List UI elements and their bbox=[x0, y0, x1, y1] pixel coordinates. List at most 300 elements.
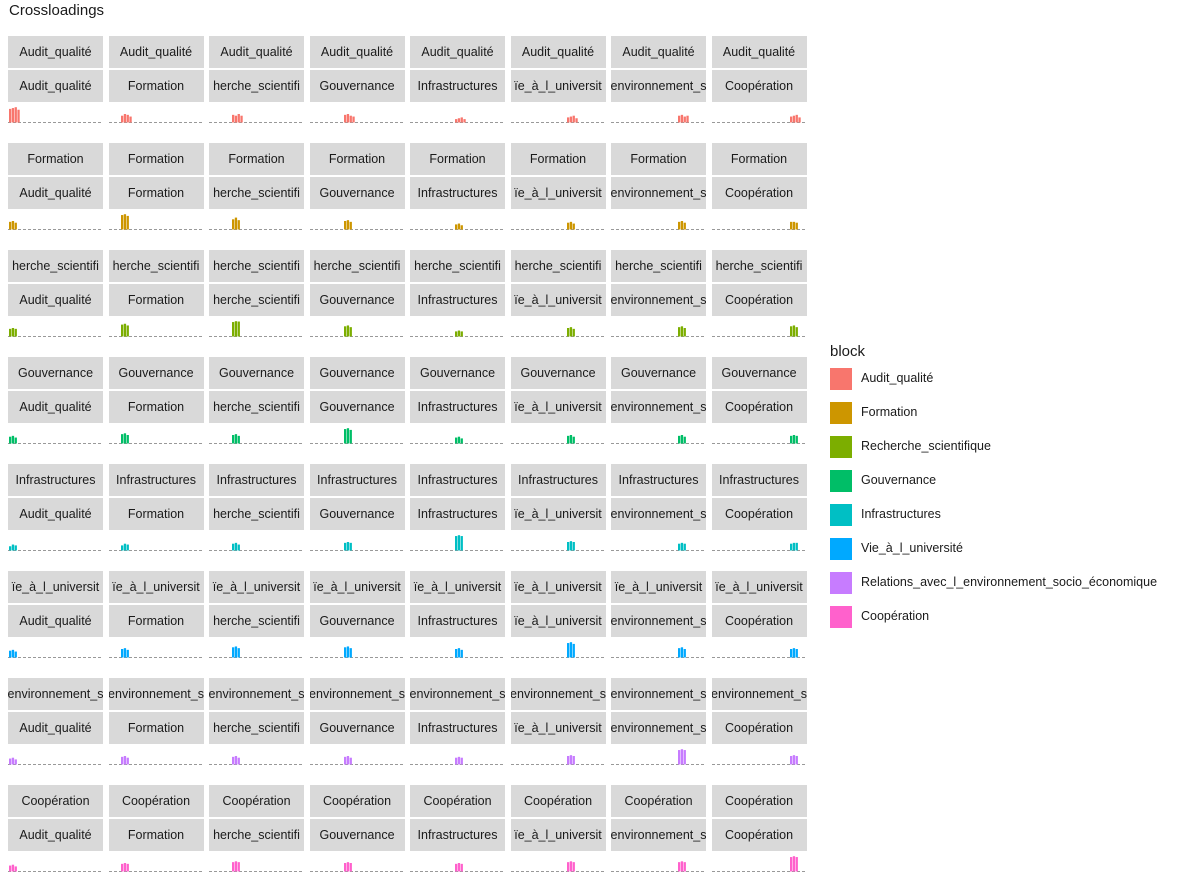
legend-item bbox=[830, 436, 991, 470]
facet-plot-area bbox=[209, 853, 304, 878]
facet-panel bbox=[511, 678, 606, 771]
facet-strip-col bbox=[8, 819, 103, 851]
loading-bar bbox=[344, 221, 346, 230]
facet-strip-row bbox=[209, 357, 304, 389]
facet-plot-area bbox=[611, 104, 706, 129]
facet-plot-area bbox=[8, 639, 103, 664]
facet-panel bbox=[712, 357, 807, 450]
loading-bar bbox=[232, 219, 234, 229]
facet-strip-col bbox=[611, 498, 706, 530]
facet-strip-row bbox=[410, 571, 505, 603]
loading-bar bbox=[235, 321, 237, 336]
facet-strip-col-label: Formation bbox=[127, 721, 185, 735]
loading-bar bbox=[344, 543, 346, 551]
facet-strip-row bbox=[611, 571, 706, 603]
facet-strip-col-label: Infrastructures bbox=[417, 79, 498, 93]
loading-bar bbox=[126, 650, 128, 658]
facet-plot-area bbox=[209, 211, 304, 236]
facet-strip-col bbox=[8, 70, 103, 102]
facet-plot-area bbox=[511, 853, 606, 878]
loading-bar bbox=[455, 536, 457, 550]
loading-bar bbox=[129, 117, 131, 123]
facet-plot-area bbox=[209, 318, 304, 343]
legend-title: block bbox=[830, 343, 866, 360]
facet-strip-row-label: Audit_qualité bbox=[622, 45, 695, 59]
facet-strip-col-label: herche_scientifi bbox=[213, 186, 300, 200]
loading-bar bbox=[123, 214, 125, 229]
facet-plot-area bbox=[8, 318, 103, 343]
facet-strip-row bbox=[511, 250, 606, 282]
loading-bar bbox=[240, 116, 242, 123]
loading-bar bbox=[123, 544, 125, 551]
loading-bar bbox=[684, 223, 686, 230]
facet-strip-row-label: Formation bbox=[27, 152, 84, 166]
facet-strip-row bbox=[109, 571, 204, 603]
loading-bar bbox=[678, 222, 680, 230]
facet-plot-area bbox=[410, 639, 505, 664]
facet-svg bbox=[611, 853, 706, 878]
facet-svg bbox=[410, 425, 505, 450]
facet-svg bbox=[611, 532, 706, 557]
loading-bar bbox=[567, 328, 569, 337]
facet-panel bbox=[310, 250, 405, 343]
facet-strip-row-label: environnement_s bbox=[510, 687, 606, 701]
facet-svg bbox=[310, 425, 405, 450]
facet-panel bbox=[8, 357, 103, 450]
facet-plot-area bbox=[410, 532, 505, 557]
facet-strip-col bbox=[410, 712, 505, 744]
facet-strip-row bbox=[410, 250, 505, 282]
facet-panel bbox=[109, 143, 204, 236]
facet-strip-col-label: Infrastructures bbox=[417, 507, 498, 521]
facet-plot-area bbox=[310, 425, 405, 450]
facet-strip-col bbox=[209, 498, 304, 530]
loading-bar bbox=[569, 755, 571, 764]
facet-strip-col-label: herche_scientifi bbox=[213, 507, 300, 521]
loading-bar bbox=[121, 116, 123, 123]
loading-bar bbox=[572, 862, 574, 871]
loading-bar bbox=[9, 437, 11, 444]
legend-color-key bbox=[830, 368, 852, 390]
facet-svg bbox=[410, 211, 505, 236]
facet-strip-col bbox=[310, 284, 405, 316]
legend-label: Relations_avec_l_environnement_socio_économique bbox=[861, 575, 1158, 589]
facet-panel bbox=[410, 785, 505, 878]
facet-strip-col-label: Gouvernance bbox=[319, 828, 395, 842]
facet-strip-row-label: Coopération bbox=[121, 794, 191, 808]
loading-bar bbox=[15, 329, 17, 337]
facet-strip-col-label: Formation bbox=[127, 828, 185, 842]
facet-panel bbox=[712, 464, 807, 557]
loading-bar bbox=[681, 647, 683, 657]
loading-bar bbox=[569, 222, 571, 230]
loading-bar bbox=[461, 438, 463, 443]
facet-svg bbox=[209, 318, 304, 343]
facet-svg bbox=[611, 211, 706, 236]
facet-strip-row-label: Coopération bbox=[523, 794, 593, 808]
facet-svg bbox=[511, 318, 606, 343]
facet-strip-row bbox=[410, 785, 505, 817]
loading-bar bbox=[12, 650, 14, 658]
loading-bar bbox=[572, 756, 574, 765]
facet-strip-col-label: ïe_à_l_universit bbox=[514, 293, 602, 307]
facet-plot-area bbox=[8, 532, 103, 557]
facet-panel bbox=[8, 143, 103, 236]
legend-color-key bbox=[830, 606, 852, 628]
loading-bar bbox=[684, 544, 686, 551]
facet-strip-row-label: Gouvernance bbox=[17, 366, 94, 380]
facet-strip-col-label: Gouvernance bbox=[319, 721, 395, 735]
facet-svg bbox=[511, 853, 606, 878]
facet-strip-col bbox=[611, 391, 706, 423]
facet-strip-col-label: environnement_s bbox=[611, 507, 706, 521]
facet-strip-row-label: Coopération bbox=[21, 794, 90, 808]
loading-bar bbox=[349, 222, 351, 230]
loading-bar bbox=[123, 756, 125, 765]
facet-panel bbox=[109, 464, 204, 557]
facet-strip-row bbox=[209, 36, 304, 68]
facet-strip-row bbox=[8, 36, 103, 68]
loading-bar bbox=[126, 545, 128, 551]
facet-strip-row-label: Audit_qualité bbox=[19, 45, 92, 59]
loading-bar bbox=[126, 864, 128, 872]
loading-bar bbox=[238, 220, 240, 229]
loading-bar bbox=[235, 218, 237, 230]
facet-panel bbox=[712, 250, 807, 343]
facet-svg bbox=[310, 853, 405, 878]
facet-panel bbox=[310, 464, 405, 557]
legend-label: Coopération bbox=[861, 609, 930, 623]
facet-plot-area bbox=[209, 425, 304, 450]
loading-bar bbox=[121, 757, 123, 765]
facet-plot-area bbox=[611, 211, 706, 236]
facet-strip-col bbox=[8, 498, 103, 530]
facet-svg bbox=[611, 104, 706, 129]
facet-strip-col-label: Gouvernance bbox=[319, 79, 395, 93]
facet-plot-area bbox=[410, 746, 505, 771]
facet-strip-col-label: Audit_qualité bbox=[19, 400, 92, 414]
loading-bar bbox=[792, 222, 794, 230]
facet-strip-row bbox=[310, 357, 405, 389]
facet-strip-row-label: Formation bbox=[730, 152, 788, 166]
facet-panel bbox=[310, 357, 405, 450]
loading-bar bbox=[9, 109, 11, 123]
facet-strip-row-label: Audit_qualité bbox=[421, 45, 494, 59]
loading-bar bbox=[123, 324, 125, 337]
facet-strip-row-label: environnement_s bbox=[108, 687, 204, 701]
loading-bar bbox=[461, 225, 463, 229]
loading-bar bbox=[572, 116, 574, 123]
facet-strip-row bbox=[712, 464, 807, 496]
loading-bar bbox=[121, 325, 123, 337]
facet-plot-area bbox=[511, 318, 606, 343]
facet-svg bbox=[410, 318, 505, 343]
facet-strip-row bbox=[511, 464, 606, 496]
facet-strip-col bbox=[8, 284, 103, 316]
facet-plot-area bbox=[410, 104, 505, 129]
facet-strip-col-label: Formation bbox=[127, 400, 185, 414]
legend-label: Vie_à_l_université bbox=[861, 541, 963, 555]
facet-strip-col-label: Formation bbox=[127, 293, 185, 307]
loading-bar bbox=[121, 434, 123, 443]
facet-strip-col bbox=[611, 819, 706, 851]
facet-svg bbox=[209, 532, 304, 557]
loading-bar bbox=[678, 648, 680, 657]
loading-bar bbox=[567, 117, 569, 122]
loading-bar bbox=[232, 435, 234, 444]
facet-strip-row-label: Gouvernance bbox=[520, 366, 596, 380]
facet-strip-col bbox=[109, 70, 204, 102]
facet-strip-row bbox=[511, 678, 606, 710]
loading-bar bbox=[238, 648, 240, 657]
facet-strip-col-label: Coopération bbox=[724, 400, 794, 414]
facet-plot-area bbox=[109, 425, 204, 450]
facet-panel bbox=[611, 143, 706, 236]
loading-bar bbox=[455, 224, 457, 229]
facet-panel bbox=[410, 464, 505, 557]
facet-plot-area bbox=[511, 746, 606, 771]
facet-strip-row-label: Gouvernance bbox=[118, 366, 194, 380]
facet-strip-col-label: Audit_qualité bbox=[19, 79, 92, 93]
facet-strip-row bbox=[611, 36, 706, 68]
facet-plot-area bbox=[511, 532, 606, 557]
legend-items bbox=[830, 368, 1158, 640]
facet-svg bbox=[410, 639, 505, 664]
facet-strip-col-label: environnement_s bbox=[611, 400, 706, 414]
facet-panel bbox=[109, 785, 204, 878]
loading-bar bbox=[792, 543, 794, 551]
facet-strip-col bbox=[310, 70, 405, 102]
facet-strip-col bbox=[410, 498, 505, 530]
loading-bar bbox=[346, 542, 348, 551]
facet-panel bbox=[611, 678, 706, 771]
facet-plot-area bbox=[109, 104, 204, 129]
loading-bar bbox=[238, 862, 240, 871]
facet-strip-row bbox=[611, 250, 706, 282]
facet-strip-col-label: environnement_s bbox=[611, 721, 706, 735]
loading-bar bbox=[232, 322, 234, 336]
legend bbox=[830, 343, 1158, 640]
facet-strip-row bbox=[8, 678, 103, 710]
loading-bar bbox=[349, 863, 351, 872]
loading-bar bbox=[461, 331, 463, 336]
loading-bar bbox=[678, 544, 680, 551]
facet-strip-row-label: Coopération bbox=[222, 794, 291, 808]
legend-item bbox=[830, 606, 930, 640]
facet-panel bbox=[511, 785, 606, 878]
facet-strip-col bbox=[712, 498, 807, 530]
loading-bar bbox=[344, 757, 346, 765]
facet-strip-col-label: ïe_à_l_universit bbox=[514, 614, 602, 628]
facet-strip-row bbox=[712, 785, 807, 817]
facet-strip-col bbox=[109, 177, 204, 209]
loading-bar bbox=[792, 648, 794, 657]
facet-strip-row-label: Formation bbox=[630, 152, 687, 166]
facet-svg bbox=[109, 532, 204, 557]
loading-bar bbox=[12, 758, 14, 765]
facet-panel bbox=[712, 36, 807, 129]
loading-bar bbox=[458, 757, 460, 765]
facet-panel bbox=[209, 357, 304, 450]
loading-bar bbox=[346, 756, 348, 765]
facet-svg bbox=[8, 104, 103, 129]
loading-bar bbox=[569, 117, 571, 123]
facet-svg bbox=[511, 532, 606, 557]
legend-label: Formation bbox=[861, 405, 918, 419]
facet-strip-col-label: Formation bbox=[127, 614, 185, 628]
facet-svg bbox=[209, 639, 304, 664]
facet-strip-col bbox=[109, 819, 204, 851]
loading-bar bbox=[795, 649, 797, 658]
facet-plot-area bbox=[712, 532, 807, 557]
facet-strip-row bbox=[8, 464, 103, 496]
facet-strip-col bbox=[109, 605, 204, 637]
facet-strip-row-label: Formation bbox=[228, 152, 285, 166]
loading-bar bbox=[12, 108, 14, 122]
facet-svg bbox=[611, 639, 706, 664]
loading-bar bbox=[569, 435, 571, 444]
loading-bar bbox=[461, 117, 463, 122]
loading-bar bbox=[790, 857, 792, 871]
loading-bar bbox=[344, 863, 346, 872]
facet-strip-col-label: Gouvernance bbox=[319, 186, 395, 200]
facet-strip-row bbox=[410, 143, 505, 175]
loading-bar bbox=[238, 545, 240, 551]
facet-panel bbox=[310, 678, 405, 771]
facet-strip-col bbox=[209, 284, 304, 316]
loading-bar bbox=[121, 864, 123, 872]
facet-plot-area bbox=[611, 532, 706, 557]
loading-bar bbox=[349, 543, 351, 551]
loading-bar bbox=[232, 757, 234, 765]
loading-bar bbox=[9, 759, 11, 765]
facet-svg bbox=[511, 639, 606, 664]
loading-bar bbox=[572, 224, 574, 230]
facet-strip-row-label: Audit_qualité bbox=[722, 45, 796, 59]
facet-svg bbox=[410, 104, 505, 129]
loading-bar bbox=[232, 544, 234, 551]
facet-strip-row-label: environnement_s bbox=[8, 687, 103, 701]
facet-panel bbox=[8, 678, 103, 771]
loading-bar bbox=[349, 116, 351, 123]
facet-strip-col bbox=[511, 284, 606, 316]
legend-label: Audit_qualité bbox=[861, 371, 934, 385]
facet-strip-row bbox=[611, 143, 706, 175]
facet-strip-row-label: ïe_à_l_universit bbox=[715, 580, 803, 594]
facet-strip-col bbox=[712, 284, 807, 316]
facet-strip-row-label: Formation bbox=[529, 152, 587, 166]
facet-strip-row-label: Infrastructures bbox=[719, 473, 799, 487]
facet-plot-area bbox=[712, 211, 807, 236]
loading-bar bbox=[572, 542, 574, 551]
facet-strip-row bbox=[8, 571, 103, 603]
loading-bar bbox=[458, 648, 460, 657]
loading-bar bbox=[567, 756, 569, 765]
legend-item bbox=[830, 402, 918, 436]
facet-svg bbox=[8, 425, 103, 450]
loading-bar bbox=[235, 116, 237, 123]
loading-bar bbox=[12, 328, 14, 337]
loading-bar bbox=[461, 536, 463, 550]
facet-strip-row bbox=[712, 143, 807, 175]
loading-bar bbox=[126, 325, 128, 336]
loading-bar bbox=[792, 755, 794, 764]
facet-strip-row-label: herche_scientifi bbox=[615, 259, 702, 273]
facet-strip-col bbox=[8, 605, 103, 637]
facet-strip-col-label: Coopération bbox=[724, 614, 794, 628]
facet-panel bbox=[611, 571, 706, 664]
loading-bar bbox=[569, 861, 571, 871]
facet-strip-row bbox=[109, 36, 204, 68]
facet-panel bbox=[410, 143, 505, 236]
legend-color-key bbox=[830, 538, 852, 560]
loading-bar bbox=[569, 642, 571, 657]
loading-bar bbox=[795, 857, 797, 871]
loading-bar bbox=[795, 436, 797, 444]
loading-bar bbox=[15, 652, 17, 658]
facet-strip-row-label: Infrastructures bbox=[518, 473, 598, 487]
facet-panel bbox=[109, 571, 204, 664]
facet-plot-area bbox=[511, 211, 606, 236]
facet-strip-col bbox=[511, 712, 606, 744]
facet-strip-col bbox=[209, 70, 304, 102]
facet-strip-col-label: Formation bbox=[127, 186, 185, 200]
chart-title: Crossloadings bbox=[9, 2, 105, 19]
facet-strip-row bbox=[310, 143, 405, 175]
facet-plot-area bbox=[8, 425, 103, 450]
facet-svg bbox=[712, 425, 807, 450]
facet-strip-row-label: Audit_qualité bbox=[220, 45, 293, 59]
loading-bar bbox=[346, 220, 348, 229]
loading-bar bbox=[681, 749, 683, 764]
loading-bar bbox=[463, 119, 465, 122]
loading-bar bbox=[684, 862, 686, 871]
facet-strip-col bbox=[109, 498, 204, 530]
loading-bar bbox=[15, 545, 17, 550]
facet-strip-row bbox=[209, 464, 304, 496]
loading-bar bbox=[461, 864, 463, 872]
facet-strip-col-label: herche_scientifi bbox=[213, 79, 300, 93]
loading-bar bbox=[567, 542, 569, 551]
facet-strip-col-label: Audit_qualité bbox=[19, 828, 92, 842]
loading-bar bbox=[678, 436, 680, 444]
legend-color-key bbox=[830, 572, 852, 594]
facet-plot-area bbox=[209, 532, 304, 557]
facet-strip-col bbox=[611, 70, 706, 102]
loading-bar bbox=[126, 216, 128, 230]
loading-bar bbox=[12, 436, 14, 444]
loading-bar bbox=[792, 116, 794, 123]
facet-svg bbox=[109, 211, 204, 236]
facet-strip-row-label: Gouvernance bbox=[419, 366, 496, 380]
loading-bar bbox=[121, 545, 123, 550]
facet-plot-area bbox=[109, 639, 204, 664]
facet-panel bbox=[611, 785, 706, 878]
facet-panel bbox=[712, 785, 807, 878]
facet-strip-row bbox=[109, 464, 204, 496]
facet-svg bbox=[209, 425, 304, 450]
facet-plot-area bbox=[611, 318, 706, 343]
legend-label: Recherche_scientifique bbox=[861, 439, 991, 453]
loading-bar bbox=[795, 756, 797, 765]
facet-panel bbox=[109, 357, 204, 450]
loading-bar bbox=[232, 862, 234, 871]
facet-panel bbox=[109, 250, 204, 343]
loading-bar bbox=[681, 326, 683, 336]
facet-svg bbox=[310, 104, 405, 129]
loading-bar bbox=[681, 543, 683, 551]
facet-strip-row bbox=[611, 785, 706, 817]
